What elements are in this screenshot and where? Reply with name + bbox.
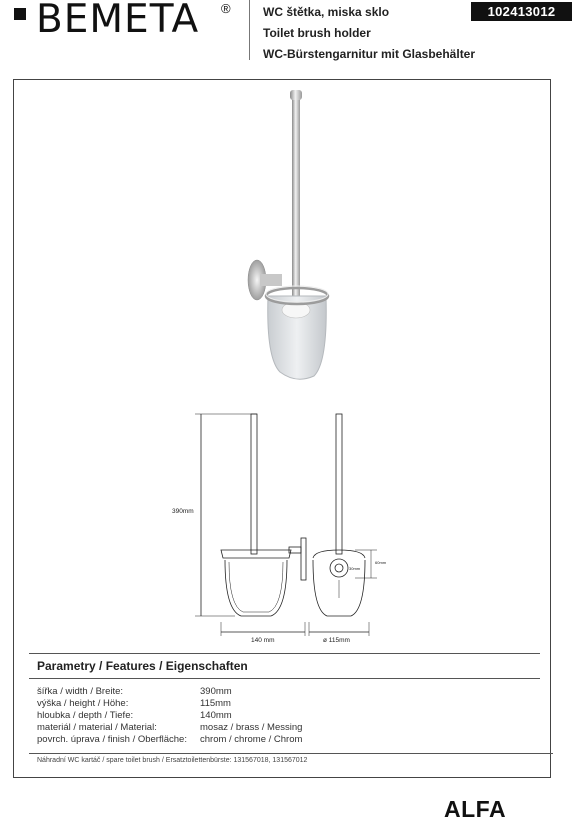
params-divider-mid bbox=[29, 678, 540, 679]
param-value: 115mm bbox=[200, 698, 231, 709]
small-dimension-label-1: 60mm bbox=[375, 560, 387, 565]
param-row-width bbox=[37, 686, 537, 698]
param-value: 390mm bbox=[200, 686, 232, 697]
side-wall-plate bbox=[301, 538, 306, 580]
params-table bbox=[37, 686, 537, 746]
param-label: povrch. úprava / finish / Oberfläche: bbox=[37, 734, 187, 745]
mount-arm bbox=[260, 274, 282, 286]
side-brush-handle bbox=[251, 414, 257, 554]
width-label: 140 mm bbox=[251, 637, 275, 644]
header-divider bbox=[249, 0, 250, 60]
param-label: výška / height / Höhe: bbox=[37, 698, 129, 709]
side-cup bbox=[225, 560, 287, 616]
product-titles bbox=[263, 2, 475, 65]
series-name: ALFA bbox=[444, 796, 507, 822]
param-label: hloubka / depth / Tiefe: bbox=[37, 710, 134, 721]
param-label: šířka / width / Breite: bbox=[37, 686, 124, 697]
technical-drawing bbox=[165, 400, 405, 650]
front-brush-handle bbox=[336, 414, 342, 554]
param-value: chrom / chrome / Chrom bbox=[200, 734, 303, 745]
param-row-depth bbox=[37, 710, 537, 722]
brush-handle bbox=[292, 94, 300, 304]
handle-cap bbox=[290, 90, 302, 100]
product-photo bbox=[240, 88, 350, 388]
title-german: WC-Bürstengarnitur mit Glasbehälter bbox=[263, 47, 476, 61]
side-cup-inner bbox=[229, 562, 283, 612]
brand-logo bbox=[14, 2, 242, 42]
param-value: mosaz / brass / Messing bbox=[200, 722, 303, 733]
params-title: Parametry / Features / Eigenschaften bbox=[37, 659, 248, 673]
small-dimension-label-2: 30mm bbox=[349, 566, 361, 571]
params-divider-top bbox=[29, 653, 540, 654]
params-divider-bottom bbox=[29, 753, 553, 754]
param-value: 140mm bbox=[200, 710, 232, 721]
logo-mark bbox=[14, 8, 26, 20]
height-label: 390mm bbox=[172, 508, 194, 515]
param-row-material bbox=[37, 722, 537, 734]
front-mount-inner bbox=[335, 564, 343, 572]
spare-parts-note: Náhradní WC kartáč / spare toilet brush / Ersatztoilettenbürste: 131567018, 131567012 bbox=[37, 757, 308, 764]
param-row-height bbox=[37, 698, 537, 710]
logo-text: BEMETA bbox=[36, 0, 200, 42]
front-mount bbox=[330, 559, 348, 577]
param-label: materiál / material / Material: bbox=[37, 722, 157, 733]
registered-mark: ® bbox=[221, 1, 231, 16]
param-row-finish bbox=[37, 734, 537, 746]
diameter-label: ø 115mm bbox=[323, 637, 350, 644]
product-code: 102413012 bbox=[471, 2, 572, 21]
title-czech: WC štětka, miska sklo bbox=[263, 5, 390, 19]
title-english: Toilet brush holder bbox=[263, 26, 371, 40]
